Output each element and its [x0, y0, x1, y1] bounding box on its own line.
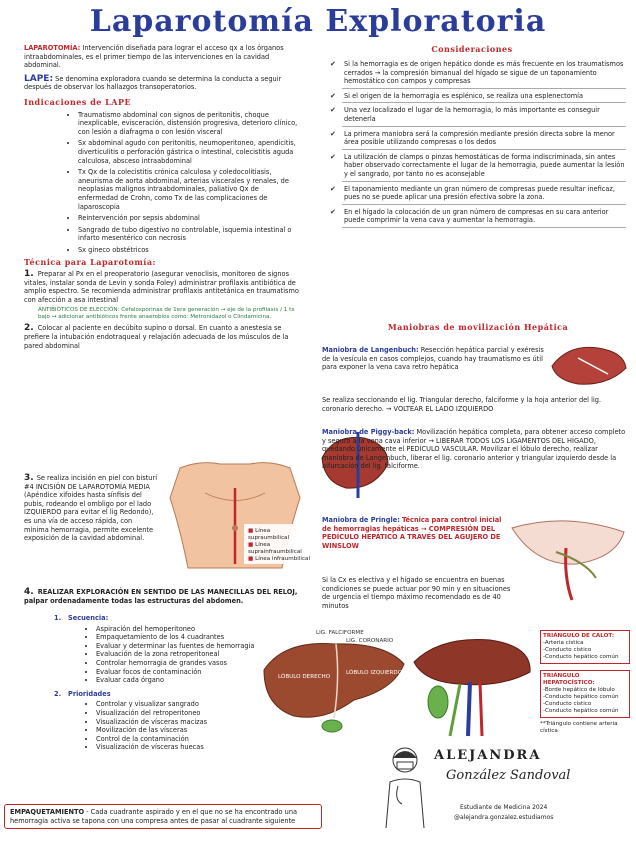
- biliary-illustration: [410, 632, 536, 738]
- liver-illustration: [254, 630, 410, 740]
- list-item: • Aspiración del hemoperitoneo: [96, 625, 274, 634]
- langenbuch-technique: Se realiza seccionando el lig. Triangular derecho, falciforme y la hoja anterior del lig. coronario derecho. → VOLTEAR EL LADO IZQUIERDO: [322, 396, 602, 413]
- list-item: ✔ El taponamiento mediante un gran número de compresas puede resultar ineficaz, pues no se puede aplicar una presión efectiva sobre la zona.: [342, 185, 626, 205]
- torso-illustration: [160, 458, 310, 586]
- sequence-block: [54, 614, 274, 752]
- list-item: ✔ La primera maniobra será la compresión mediante presión directa sobre la menor área posible utilizando compresas o los dedos: [342, 130, 626, 150]
- list-item: • Sangrado de tubo digestivo no controlable, isquemia intestinal o infarto mesentérico con necrosis: [78, 226, 298, 243]
- lape-definition: LAPE: Se denomina exploradora cuando se determina la conducta a seguir después de observar los hallazgos transoperatorios.: [24, 73, 282, 92]
- maneuvers-heading: Maniobras de movilización Hepática: [387, 322, 569, 332]
- indications-list: [24, 111, 308, 255]
- packing-box: EMPAQUETAMIENTO - Cada cuadrante aspirado y en el que no se ha encontrado una hemorragia activa se tapona con una compresa antes de pasar al cuadrante siguiente: [4, 804, 322, 829]
- liver-label: LIG. FALCIFORME: [316, 630, 364, 636]
- triangle-calot: TRIÁNGULO DE CALOT: -Arteria cística -Conducto cístico -Conducto hepático común: [540, 630, 630, 664]
- step-2: 2. Colocar al paciente en decúbito supino o dorsal. En cuanto a anestesia se prefiere la intubación endotraqueal y relajación adecuada de los músculos de la pared abdominal: [24, 323, 289, 350]
- sequence-heading: 1. Secuencia:: [54, 614, 109, 622]
- langenbuch-illustration: [548, 338, 630, 392]
- author-role: Estudiante de Medicina 2024: [460, 804, 548, 811]
- list-item: ✔ La utilización de clamps o pinzas hemostáticas de forma indiscriminada, sin antes haber observado correctamente el lugar de la hemorragia, puede aumentar la lesión y el sangrado, por tanto no es aconsejable: [342, 153, 626, 182]
- considerations-heading: Consideraciones: [431, 44, 513, 54]
- list-item: • Control de la contaminación: [96, 735, 274, 744]
- indications-heading: Indicaciones de LAPE: [24, 96, 132, 107]
- list-item: • Tx Qx de la colecistitis crónica calculosa y coledocolitiasis, aneurisma de aorta abdominal, arterias viscerales y renales, de neoplasias malignos intraabdominales, paliativo Qx de enfermedad de Crohn, como Tx de las complicaciones de laparoscopia: [78, 168, 298, 211]
- piggyback-block: Maniobra de Piggy-back: Movilización hepática completa, para obtener acceso completo y seguro a la vena cava inferior → LIBERAR TODOS LOS LIGAMENTOS DEL HÍGADO, quedando únicamente el PEDÍCULO VASCULAR. Movilizar el lóbulo derecho, realizar maniobra de Langenbuch, liberar el lig. coronario anterior y triangular izquierdo desde la bifurcación del lig. falciforme.: [322, 428, 626, 471]
- list-item: • Sx abdominal agudo con peritonitis, neumoperitoneo, apendicitis, diverticulitis o perforación gástrica o intestinal, colecistitis aguda calculosa, absceso intraabdominal: [78, 139, 298, 165]
- step-3: 3. Se realiza incisión en piel con bisturí #4 INCISIÓN DE LAPAROTOMÍA MEDIA (Apéndice xifoides hasta sínfisis del pubis, rodeando el ombligo por el lado IZQUIERDO para evitar el lig Redondo), es una vía de acceso rápida, con mínima hemorragia, permite excelente exposición de la cavidad abdominal.: [24, 473, 158, 543]
- list-item: ✔ Una vez localizado el lugar de la hemorragia, lo más importante es conseguir detenerla: [342, 106, 626, 126]
- step-4: 4. REALIZAR EXPLORACIÓN EN SENTIDO DE LAS MANECILLAS DEL RELOJ, palpar ordenadamente todas las estructuras del abdomen.: [24, 587, 298, 605]
- considerations: [330, 60, 626, 231]
- priorities-list: [54, 700, 274, 752]
- sequence-list: [54, 625, 274, 685]
- langenbuch-figure: [548, 338, 630, 392]
- list-item: • Evaluación de la zona retroperitoneal: [96, 650, 274, 659]
- considerations-list: [330, 60, 626, 228]
- pringle-timing: Si la Cx es electiva y el hígado se encuentra en buenas condiciones se puede actuar por 90 min y en situaciones de urgencia el tiempo máximo recomendado es de 40 minutos: [322, 576, 511, 610]
- list-item: ✔ Si el origen de la hemorragia es esplénico, se realiza una esplenectomía: [342, 92, 626, 104]
- list-item: • Movilización de las vísceras: [96, 726, 274, 735]
- pringle-block: Maniobra de Pringle: Técnica para control inicial de hemorragias hepáticas → COMPRESIÓN DEL PEDÍCULO HEPÁTICO A TRAVÉS DEL AGUJERO DE WINSLOW: [322, 516, 502, 550]
- liver-label: LIG. CORONARIO: [346, 638, 394, 644]
- antibiotic-note: ANTIBIÓTICOS DE ELECCIÓN: Cefalosporinas de 1era generación → eje de la profilaxis / 1 tx bajo → adicionar antibióticos frente anaerobios como: Metronidazol o Clindamicina.: [38, 307, 295, 321]
- author-first-name: ALEJANDRA: [434, 748, 542, 763]
- liver-label: LÓBULO IZQUIERDO: [346, 670, 403, 676]
- left-column: [24, 44, 308, 353]
- list-item: • Visualización del retroperitoneo: [96, 709, 274, 718]
- list-item: • Evaluar focos de contaminación: [96, 668, 274, 677]
- technique-heading: Técnica para Laparotomía:: [24, 257, 156, 268]
- list-item: • Visualización de vísceras huecas: [96, 743, 274, 752]
- list-item: • Traumatismo abdominal con signos de peritonitis, choque inexplicable, evisceración, distensión progresiva, deterioro clínico, con lesión a diafragma o con lesión visceral: [78, 111, 298, 137]
- list-item: • Empaquetamiento de los 4 cuadrantes: [96, 633, 274, 642]
- incision-torso-figure: [160, 458, 310, 586]
- step-1: 1. Preparar al Px en el preoperatorio (asegurar venoclisis, monitoreo de signos vitales, instalar sonda de Levin y sonda Foley) administrar profilaxis antibiótica de amplio espectro. Se recomienda administrar profilaxis antitetánica en traumatismo con afección a asa intestinal: [24, 269, 299, 304]
- technique-steps: [24, 270, 308, 350]
- list-item: ✔ En el hígado la colocación de un gran número de compresas en su cara anterior puede comprimir la vena cava y aumentar la hemorragia.: [342, 208, 626, 228]
- liver-diagram: [254, 630, 410, 740]
- list-item: • Visualización de vísceras macizas: [96, 718, 274, 727]
- langenbuch-block: Maniobra de Langenbuch: Resección hepática parcial y exéresis de la vesícula en casos complejos, cuando hay traumatismo es útil para exponer la vena cava retro hepática: [322, 346, 544, 372]
- biliary-anatomy-figure: [410, 632, 536, 738]
- list-item: • Evaluar cada órgano: [96, 676, 274, 685]
- list-item: • Controlar y visualizar sangrado: [96, 700, 274, 709]
- list-item: • Sx gineco obstétricos: [78, 246, 298, 255]
- priorities-heading: 2. Prioridades: [54, 689, 111, 698]
- list-item: • Controlar hemorragia de grandes vasos: [96, 659, 274, 668]
- legend-item: ■ Línea suprainfraumbilical: [248, 542, 302, 555]
- list-item: ✔ Si la hemorragia es de origen hepático donde es más frecuente en los traumatismos cerrados → la compresión bimanual del hígado se sigue de un taponamiento hemostático con campos y compresas: [342, 60, 626, 89]
- doctor-sketch-icon: [380, 742, 430, 830]
- incision-legend: [248, 528, 310, 563]
- pringle-illustration: [506, 508, 630, 604]
- list-item: • Reintervención por sepsis abdominal: [78, 214, 298, 223]
- author-last-name: González Sandoval: [446, 768, 571, 783]
- legend-item: ■ Línea infraumbilical: [248, 556, 311, 562]
- triangle-calot-box: [540, 630, 630, 735]
- laparotomy-definition: LAPAROTOMÍA: Intervención diseñada para lograr el acceso qx a los órganos intraabdominales, es el primer tiempo de las intervenciones en la cavidad abdominal.: [24, 44, 284, 70]
- pringle-figure: [506, 508, 630, 604]
- author-avatar: [380, 742, 430, 830]
- triangle-note: **Triángulo contiene arteria cística: [540, 721, 618, 734]
- author-handle: @alejandra.gonzalez.estudiamos: [454, 814, 554, 821]
- legend-item: ■ Línea supraumbilical: [248, 528, 290, 541]
- page-title: Laparotomía Exploratoria: [89, 4, 547, 39]
- list-item: • Evaluar y determinar las fuentes de hemorragia: [96, 642, 274, 651]
- liver-label: LÓBULO DERECHO: [278, 674, 331, 680]
- triangle-hepatocystic: TRIÁNGULO HEPATOCÍSTICO: -Borde hepático de lóbulo -Conducto hepático común -Conducto cístico -Conducto hepático común: [540, 670, 630, 718]
